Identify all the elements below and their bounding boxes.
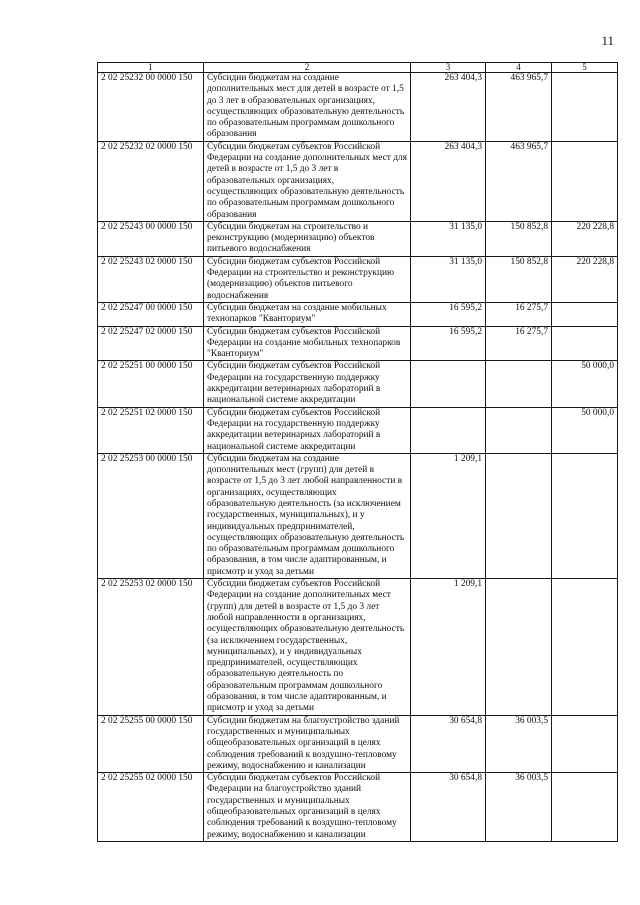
amount-col4	[486, 361, 552, 407]
budget-code: 2 02 25251 02 0000 150	[98, 407, 204, 453]
budget-code: 2 02 25243 02 0000 150	[98, 256, 204, 302]
amount-col5	[552, 715, 618, 772]
amount-col3: 1 209,1	[411, 579, 486, 716]
page-number: 11	[601, 33, 614, 48]
amount-col4: 463 965,7	[486, 73, 552, 142]
amount-col4: 36 003,5	[486, 715, 552, 772]
amount-col3: 30 654,8	[411, 773, 486, 842]
budget-table	[97, 62, 618, 842]
budget-code: 2 02 25253 00 0000 150	[98, 453, 204, 578]
amount-col4: 150 852,8	[486, 256, 552, 302]
column-header-3: 3	[411, 63, 486, 73]
amount-col5	[552, 326, 618, 361]
budget-code: 2 02 25232 00 0000 150	[98, 73, 204, 142]
amount-col4: 150 852,8	[486, 221, 552, 256]
amount-col4: 463 965,7	[486, 141, 552, 221]
column-header-2: 2	[204, 63, 411, 73]
description: Субсидии бюджетам субъектов Российской Федерации на строительство и реконструкцию (модернизацию) объектов питьевого водоснабжения	[204, 256, 411, 302]
table-row	[98, 407, 618, 453]
amount-col5: 220 228,8	[552, 221, 618, 256]
amount-col3: 16 595,2	[411, 302, 486, 326]
amount-col4: 36 003,5	[486, 773, 552, 842]
table-row	[98, 141, 618, 221]
amount-col4	[486, 453, 552, 578]
description: Субсидии бюджетам субъектов Российской Федерации на государственную поддержку аккредитации ветеринарных лабораторий в национальной системе аккредитации	[204, 361, 411, 407]
budget-code: 2 02 25243 00 0000 150	[98, 221, 204, 256]
table-row	[98, 256, 618, 302]
budget-code: 2 02 25255 02 0000 150	[98, 773, 204, 842]
amount-col3: 16 595,2	[411, 326, 486, 361]
description: Субсидии бюджетам субъектов Российской Федерации на благоустройство зданий государственных и муниципальных общеобразовательных организаций в целях соблюдения требований к воздушно-тепловому режиму, водоснабжению и канализации	[204, 773, 411, 842]
amount-col4: 16 275,7	[486, 302, 552, 326]
budget-code: 2 02 25232 02 0000 150	[98, 141, 204, 221]
amount-col4	[486, 579, 552, 716]
amount-col3	[411, 361, 486, 407]
amount-col3: 263 404,3	[411, 73, 486, 142]
description: Субсидии бюджетам на создание дополнительных мест для детей в возрасте от 1,5 до 3 лет в образовательных организациях, осуществляющих образовательную деятельность по образовательным программам дошкольного образования	[204, 73, 411, 142]
description: Субсидии бюджетам на строительство и реконструкцию (модернизацию) объектов питьевого водоснабжения	[204, 221, 411, 256]
amount-col5	[552, 773, 618, 842]
amount-col4	[486, 407, 552, 453]
column-header-1: 1	[98, 63, 204, 73]
table-row	[98, 302, 618, 326]
amount-col5: 220 228,8	[552, 256, 618, 302]
amount-col3: 31 135,0	[411, 256, 486, 302]
amount-col3: 263 404,3	[411, 141, 486, 221]
amount-col3	[411, 407, 486, 453]
description: Субсидии бюджетам субъектов Российской Федерации на создание дополнительных мест для детей в возрасте от 1,5 до 3 лет в образовательных организациях, осуществляющих образовательную деятельность по образовательным программам дошкольного образования	[204, 141, 411, 221]
amount-col3: 31 135,0	[411, 221, 486, 256]
description: Субсидии бюджетам субъектов Российской Федерации на государственную поддержку аккредитации ветеринарных лабораторий в национальной системе аккредитации	[204, 407, 411, 453]
budget-code: 2 02 25247 02 0000 150	[98, 326, 204, 361]
description: Субсидии бюджетам субъектов Российской Федерации на создание дополнительных мест (групп) для детей в возрасте от 1,5 до 3 лет любой направленности в организациях, осуществляющих образовательную деятельность (за исключением государственных, муниципальных), и у индивидуальных предпринимателей, осуществляющих образовательную деятельность по образовательным программам дошкольного образования, в том числе адаптированным, и присмотр и уход за детьми	[204, 579, 411, 716]
amount-col3: 1 209,1	[411, 453, 486, 578]
description: Субсидии бюджетам на создание дополнительных мест (групп) для детей в возрасте от 1,5 до 3 лет любой направленности в организациях, осуществляющих образовательную деятельность (за исключением государственных, муниципальных), и у индивидуальных предпринимателей, осуществляющих образовательную деятельность по образовательным программам дошкольного образования, в том числе адаптированным, и присмотр и уход за детьми	[204, 453, 411, 578]
description: Субсидии бюджетам на благоустройство зданий государственных и муниципальных общеобразовательных организаций в целях соблюдения требований к воздушно-тепловому режиму, водоснабжению и канализации	[204, 715, 411, 772]
amount-col5	[552, 141, 618, 221]
amount-col5	[552, 73, 618, 142]
budget-code: 2 02 25247 00 0000 150	[98, 302, 204, 326]
column-header-4: 4	[486, 63, 552, 73]
column-header-5: 5	[552, 63, 618, 73]
budget-code: 2 02 25251 00 0000 150	[98, 361, 204, 407]
table-row	[98, 453, 618, 578]
amount-col5	[552, 302, 618, 326]
amount-col3: 30 654,8	[411, 715, 486, 772]
amount-col4: 16 275,7	[486, 326, 552, 361]
budget-code: 2 02 25253 02 0000 150	[98, 579, 204, 716]
table-row	[98, 773, 618, 842]
amount-col5: 50 000,0	[552, 361, 618, 407]
table-row	[98, 579, 618, 716]
table-row	[98, 361, 618, 407]
table-row	[98, 326, 618, 361]
table-row	[98, 73, 618, 142]
description: Субсидии бюджетам субъектов Российской Федерации на создание мобильных технопарков "Кванториум"	[204, 326, 411, 361]
table-row	[98, 715, 618, 772]
description: Субсидии бюджетам на создание мобильных технопарков "Кванториум"	[204, 302, 411, 326]
amount-col5: 50 000,0	[552, 407, 618, 453]
table-row	[98, 221, 618, 256]
amount-col5	[552, 579, 618, 716]
amount-col5	[552, 453, 618, 578]
table-header-row	[98, 63, 618, 73]
budget-code: 2 02 25255 00 0000 150	[98, 715, 204, 772]
